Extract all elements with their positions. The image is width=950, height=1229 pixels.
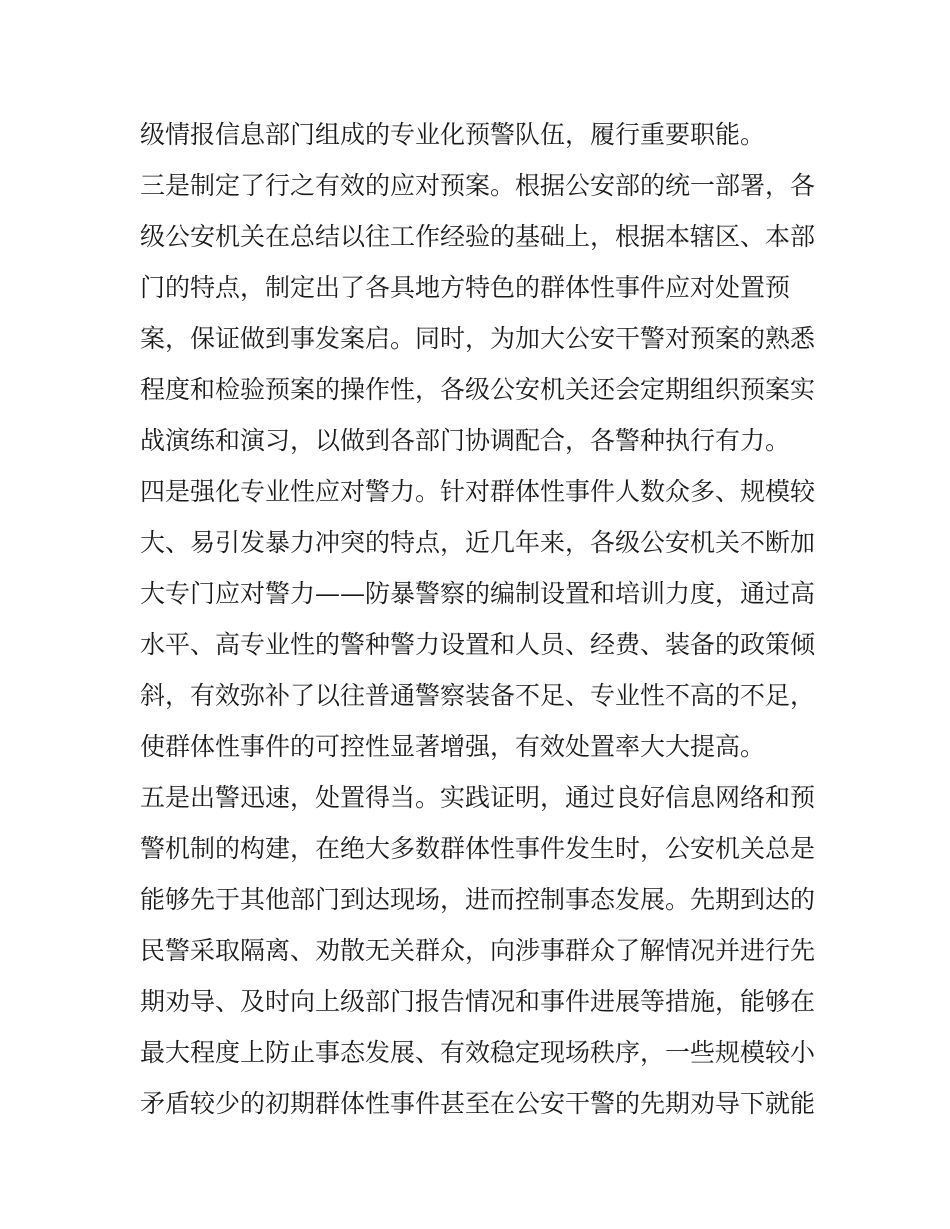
text-line: 警机制的构建，在绝大多数群体性事件发生时，公安机关总是: [140, 834, 816, 863]
text-line: 三是制定了行之有效的应对预案。根据公安部的统一部署，各: [140, 171, 816, 200]
text-line: 战演练和演习，以做到各部门协调配合，各警种执行有力。: [140, 426, 791, 455]
text-line: 期劝导、及时向上级部门报告情况和事件进展等措施，能够在: [140, 987, 816, 1016]
text-line: 级情报信息部门组成的专业化预警队伍，履行重要职能。: [140, 120, 766, 149]
text-line: 矛盾较少的初期群体性事件甚至在公安干警的先期劝导下就能: [140, 1089, 816, 1118]
text-line: 门的特点，制定出了各具地方特色的群体性事件应对处置预: [140, 273, 791, 302]
text-line: 大、易引发暴力冲突的特点，近几年来，各级公安机关不断加: [140, 528, 816, 557]
text-line: 级公安机关在总结以往工作经验的基础上，根据本辖区、本部: [140, 222, 816, 251]
text-line: 大专门应对警力——防暴警察的编制设置和培训力度，通过高: [140, 579, 816, 608]
text-line: 能够先于其他部门到达现场，进而控制事态发展。先期到达的: [140, 885, 816, 914]
text-line: 五是出警迅速，处置得当。实践证明，通过良好信息网络和预: [140, 783, 816, 812]
body-text: [140, 109, 830, 1129]
text-line: 斜，有效弥补了以往普通警察装备不足、专业性不高的不足，: [140, 681, 816, 710]
text-line: 案，保证做到事发案启。同时，为加大公安干警对预案的熟悉: [140, 324, 816, 353]
text-line: 程度和检验预案的操作性，各级公安机关还会定期组织预案实: [140, 375, 816, 404]
text-line: 最大程度上防止事态发展、有效稳定现场秩序，一些规模较小: [140, 1038, 816, 1067]
text-line: 使群体性事件的可控性显著增强，有效处置率大大提高。: [140, 732, 766, 761]
text-line: 水平、高专业性的警种警力设置和人员、经费、装备的政策倾: [140, 630, 816, 659]
text-line: 民警采取隔离、劝散无关群众，向涉事群众了解情况并进行先: [140, 936, 816, 965]
text-line: 四是强化专业性应对警力。针对群体性事件人数众多、规模较: [140, 477, 816, 506]
